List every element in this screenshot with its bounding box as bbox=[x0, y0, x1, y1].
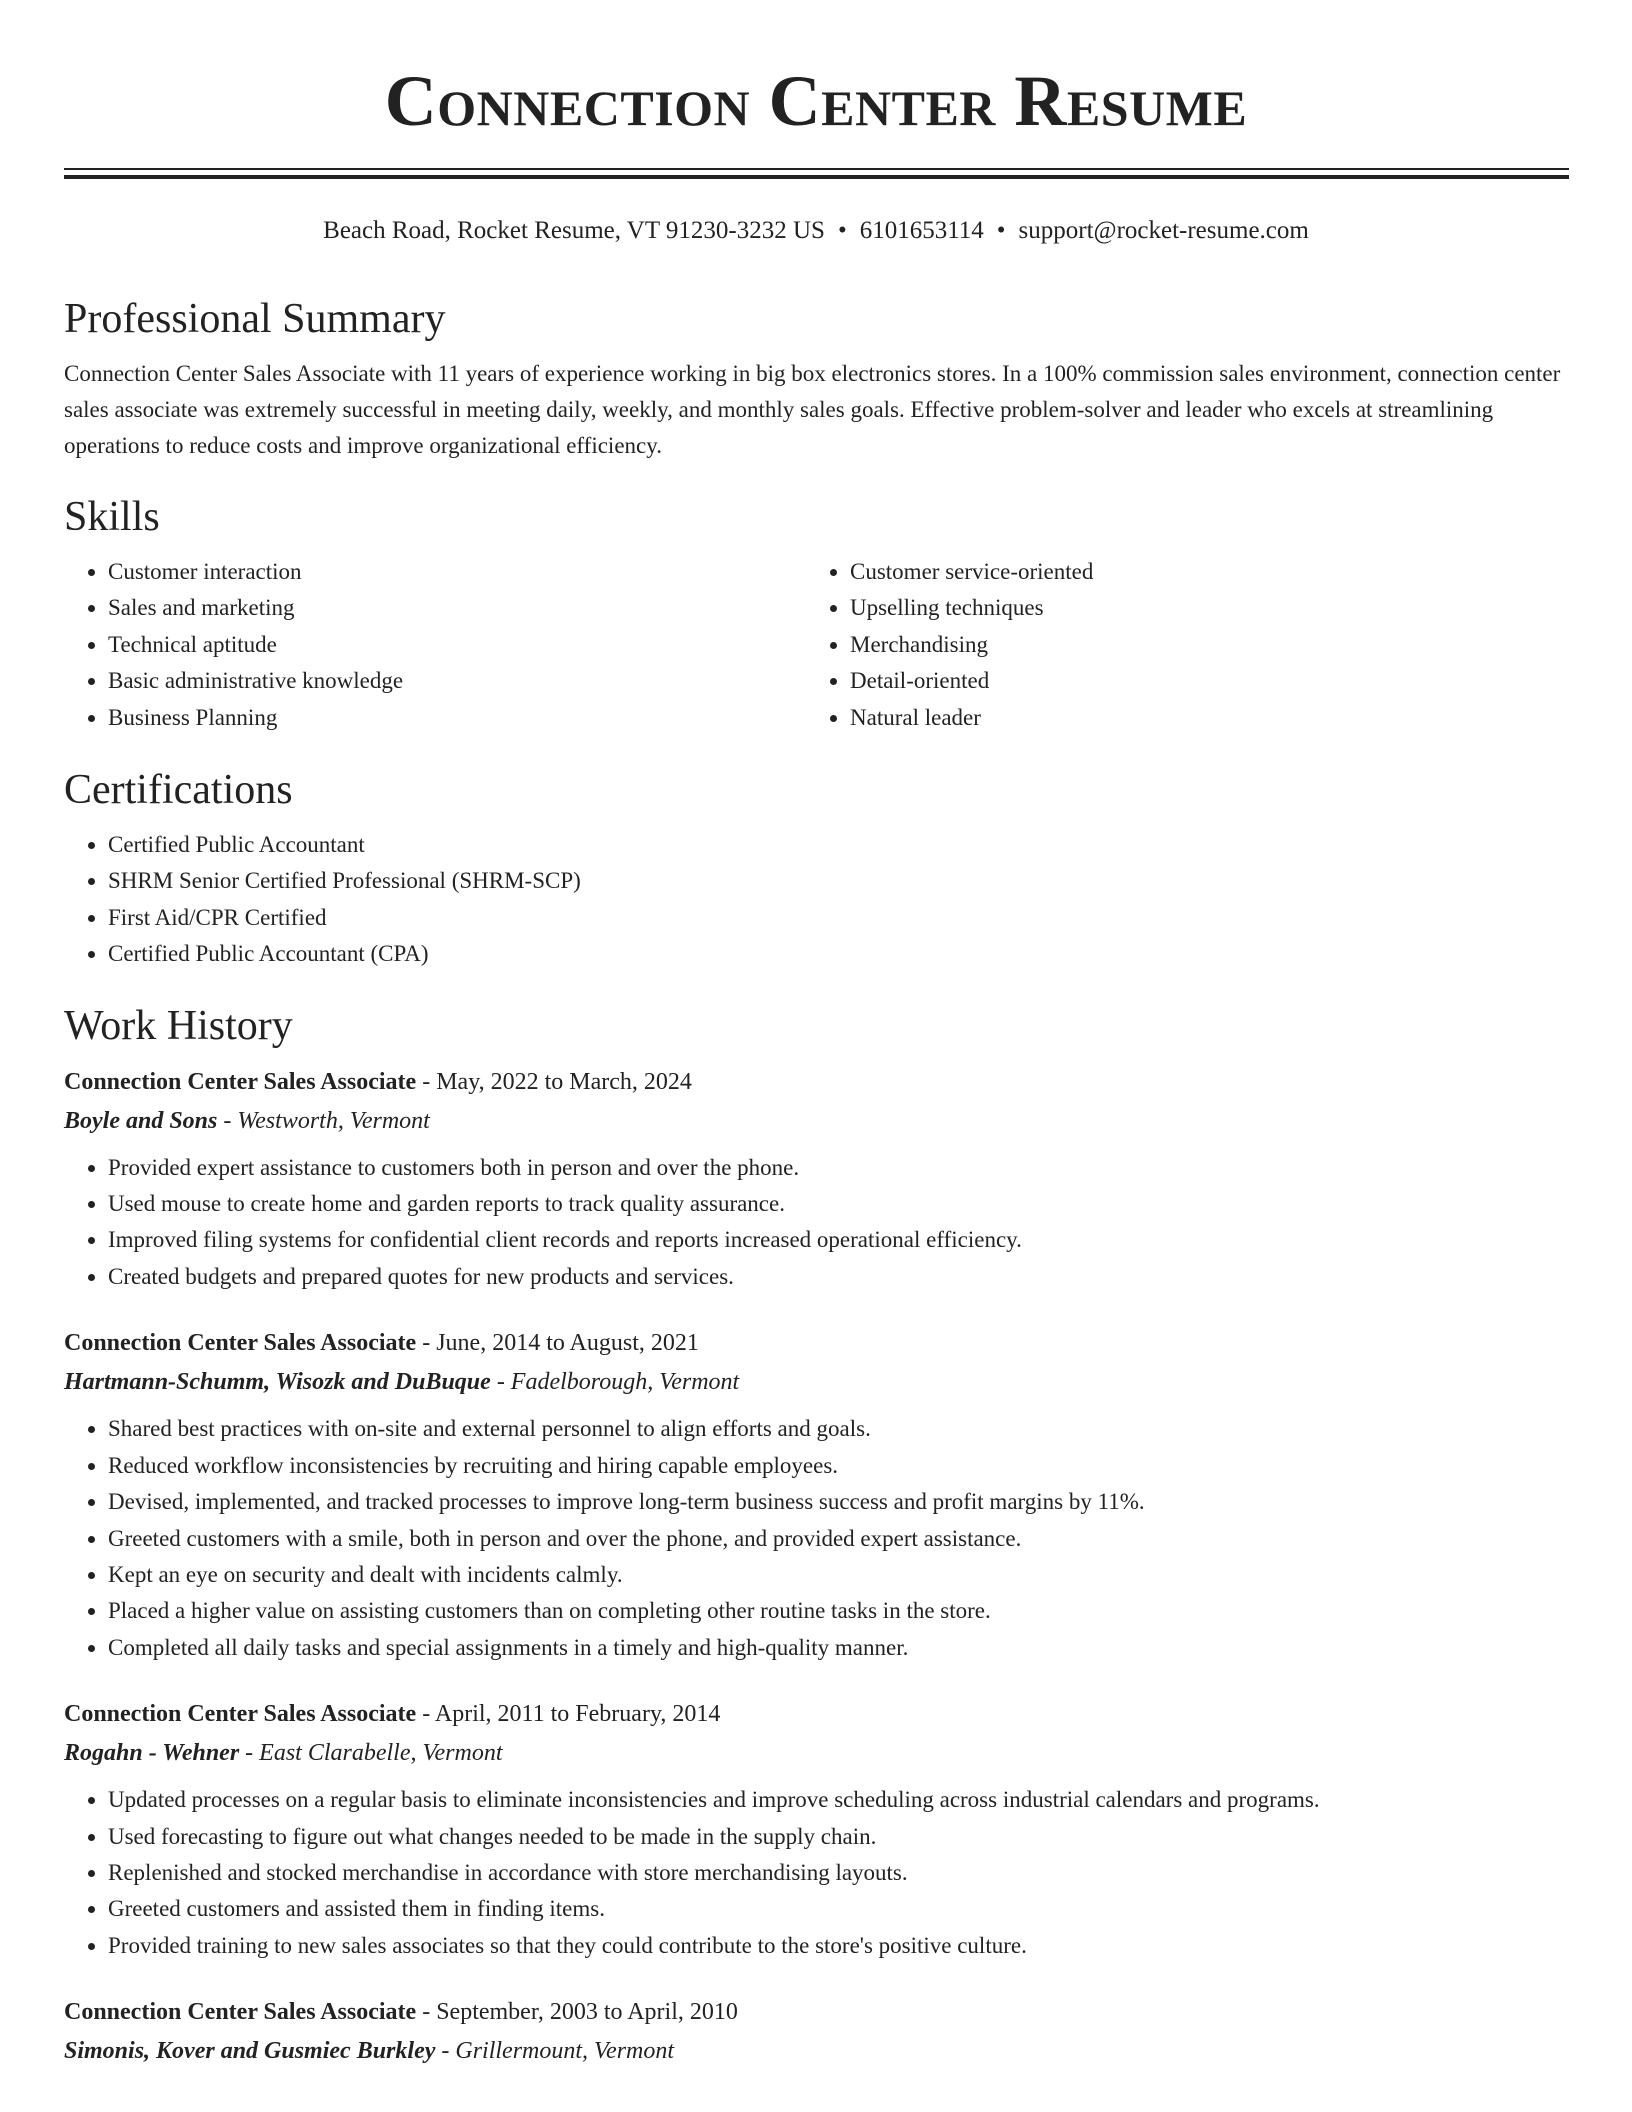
job-bullet: • Used forecasting to figure out what changes needed to be made in the supply chain. bbox=[108, 1819, 1569, 1855]
job-bullet: • Created budgets and prepared quotes for new products and services. bbox=[108, 1259, 1569, 1295]
work-history-heading: Work History bbox=[64, 1002, 293, 1049]
job-title-line bbox=[64, 1695, 1569, 1734]
job-bullets bbox=[64, 1782, 1569, 1964]
job-company-line bbox=[64, 1734, 1569, 1773]
job-company-line bbox=[64, 2032, 1569, 2071]
contact-separator: • bbox=[996, 217, 1006, 244]
job-bullet: • Completed all daily tasks and special assignments in a timely and high-quality manner. bbox=[108, 1630, 1569, 1666]
job-bullet: • Shared best practices with on-site and external personnel to align efforts and goals. bbox=[108, 1411, 1569, 1447]
job-company: Simonis, Kover and Gusmiec Burkley bbox=[64, 2038, 436, 2065]
job-company: Boyle and Sons bbox=[64, 1107, 218, 1134]
job-title-line bbox=[64, 1063, 1569, 1102]
job-bullet: • Greeted customers with a smile, both in person and over the phone, and provided expert assistance. bbox=[108, 1521, 1569, 1557]
skills-list-right bbox=[806, 554, 1548, 736]
certification-item: • SHRM Senior Certified Professional (SHRM-SCP) bbox=[108, 863, 1569, 899]
job-entry bbox=[64, 1993, 1569, 2071]
job-bullet: • Devised, implemented, and tracked processes to improve long-term business success and profit margins by 11%. bbox=[108, 1484, 1569, 1520]
job-location: - Grillermount, Vermont bbox=[435, 2038, 675, 2065]
contact-phone: 6101653114 bbox=[859, 217, 984, 244]
certification-item: • Certified Public Accountant bbox=[108, 827, 1569, 863]
skills-heading: Skills bbox=[64, 494, 160, 540]
job-company-line bbox=[64, 1102, 1569, 1141]
job-title-line bbox=[64, 1324, 1569, 1363]
skill-item: • Customer service-oriented bbox=[850, 554, 1548, 590]
title-rule-thick bbox=[64, 175, 1569, 179]
job-bullet: • Provided training to new sales associates so that they could contribute to the store's positive culture. bbox=[108, 1928, 1569, 1964]
job-location: - Fadelborough, Vermont bbox=[490, 1369, 740, 1396]
work-history-section bbox=[64, 997, 1569, 2072]
certifications-list bbox=[64, 827, 1569, 973]
contact-separator: • bbox=[837, 217, 847, 244]
job-title: Connection Center Sales Associate bbox=[64, 1701, 417, 1728]
skill-item: • Sales and marketing bbox=[108, 590, 806, 626]
job-bullets bbox=[64, 1411, 1569, 1666]
contact-email: support@rocket-resume.com bbox=[1018, 217, 1309, 244]
resume-body bbox=[64, 290, 1569, 2100]
skill-item: • Upselling techniques bbox=[850, 590, 1548, 626]
job-title: Connection Center Sales Associate bbox=[64, 1068, 417, 1095]
summary-section bbox=[64, 290, 1569, 464]
job-location: - East Clarabelle, Vermont bbox=[239, 1740, 503, 1767]
contact-line bbox=[0, 214, 1632, 248]
job-bullet: • Kept an eye on security and dealt with incidents calmly. bbox=[108, 1557, 1569, 1593]
job-bullet: • Improved filing systems for confidential client records and reports increased operational efficiency. bbox=[108, 1222, 1569, 1258]
summary-text: Connection Center Sales Associate with 11 years of experience working in big box electronics stores. In a 100% commission sales environment, connection center sales associate was extremely successful in meeting daily, weekly, and monthly sales goals. Effective problem-solver and leader who excels at streamlining operations to reduce costs and improve organizational efficiency. bbox=[64, 361, 1561, 458]
job-dates: - May, 2022 to March, 2024 bbox=[416, 1068, 692, 1095]
job-company-line bbox=[64, 1363, 1569, 1402]
job-dates: - September, 2003 to April, 2010 bbox=[416, 1999, 738, 2026]
job-entry bbox=[64, 1695, 1569, 1964]
contact-address: Beach Road, Rocket Resume, VT 91230-3232 US bbox=[323, 217, 825, 244]
certification-item: • Certified Public Accountant (CPA) bbox=[108, 936, 1569, 972]
job-bullet: • Replenished and stocked merchandise in accordance with store merchandising layouts. bbox=[108, 1855, 1569, 1891]
job-company: Hartmann-Schumm, Wisozk and DuBuque bbox=[64, 1369, 491, 1396]
job-dates: - April, 2011 to February, 2014 bbox=[416, 1701, 721, 1728]
jobs-list bbox=[64, 1063, 1569, 2072]
skill-item: • Merchandising bbox=[850, 627, 1548, 663]
job-title: Connection Center Sales Associate bbox=[64, 1999, 417, 2026]
job-title-line bbox=[64, 1993, 1569, 2032]
skill-item: • Basic administrative knowledge bbox=[108, 663, 806, 699]
job-bullets bbox=[64, 1150, 1569, 1296]
job-bullet: • Reduced workflow inconsistencies by recruiting and hiring capable employees. bbox=[108, 1448, 1569, 1484]
certifications-section bbox=[64, 761, 1569, 973]
job-bullet: • Updated processes on a regular basis to eliminate inconsistencies and improve scheduling across industrial calendars and programs. bbox=[108, 1782, 1569, 1818]
skill-item: • Business Planning bbox=[108, 700, 806, 736]
skill-item: • Natural leader bbox=[850, 700, 1548, 736]
skills-columns bbox=[64, 554, 1569, 736]
job-company: Rogahn - Wehner bbox=[64, 1740, 240, 1767]
job-entry bbox=[64, 1324, 1569, 1666]
job-entry bbox=[64, 1063, 1569, 1296]
skill-item: • Detail-oriented bbox=[850, 663, 1548, 699]
skill-item: • Customer interaction bbox=[108, 554, 806, 590]
certifications-heading: Certifications bbox=[64, 767, 293, 814]
skill-item: • Technical aptitude bbox=[108, 627, 806, 663]
job-bullet: • Provided expert assistance to customers both in person and over the phone. bbox=[108, 1150, 1569, 1186]
job-dates: - June, 2014 to August, 2021 bbox=[416, 1330, 699, 1357]
job-location: - Westworth, Vermont bbox=[217, 1107, 430, 1134]
job-bullet: • Greeted customers and assisted them in finding items. bbox=[108, 1891, 1569, 1927]
resume-title: Connection Center Resume bbox=[384, 61, 1248, 141]
job-bullet: • Used mouse to create home and garden reports to track quality assurance. bbox=[108, 1186, 1569, 1222]
summary-heading: Professional Summary bbox=[64, 296, 446, 342]
skills-list-left bbox=[64, 554, 806, 736]
skills-section bbox=[64, 488, 1569, 736]
job-title: Connection Center Sales Associate bbox=[64, 1330, 417, 1357]
certification-item: • First Aid/CPR Certified bbox=[108, 900, 1569, 936]
title-rule-thin bbox=[64, 168, 1569, 170]
job-bullet: • Placed a higher value on assisting customers than on completing other routine tasks in the store. bbox=[108, 1593, 1569, 1629]
